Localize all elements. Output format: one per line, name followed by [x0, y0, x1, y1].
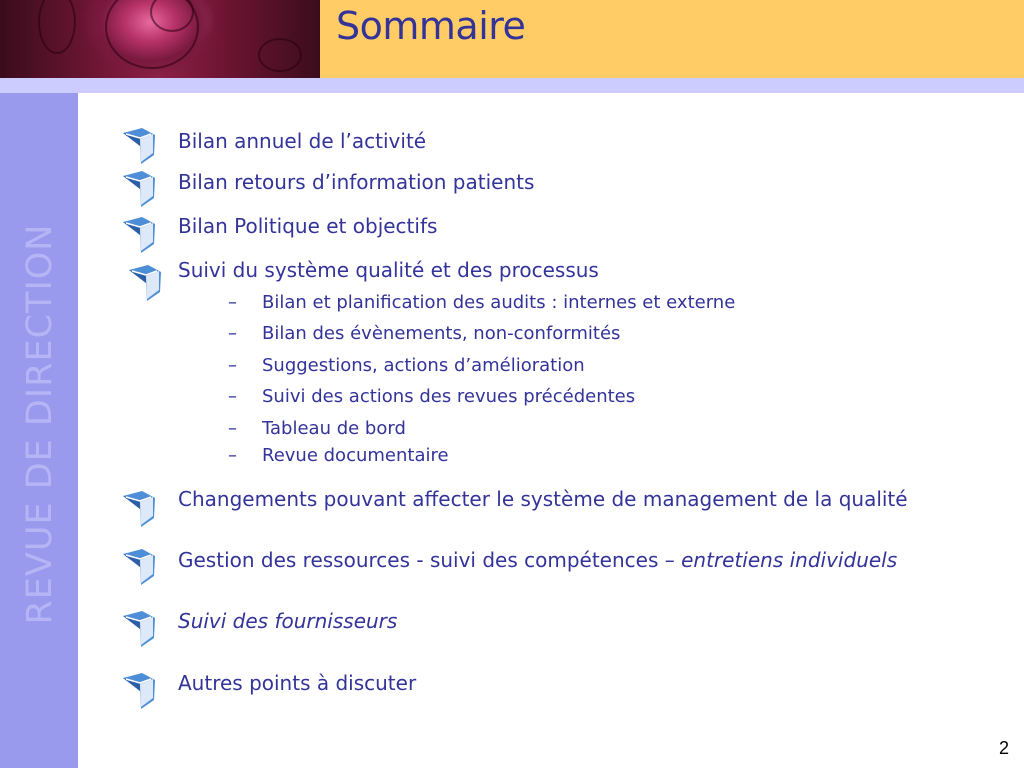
folder-bullet-icon: [126, 262, 164, 304]
agenda-sub-item: Suggestions, actions d’amélioration: [262, 355, 585, 376]
sub-item-dash: –: [228, 355, 237, 376]
agenda-sub-item: Bilan des évènements, non-conformités: [262, 323, 621, 344]
sub-item-dash: –: [228, 323, 237, 344]
agenda-item: Bilan annuel de l’activité: [178, 129, 427, 153]
folder-bullet-icon: [120, 608, 158, 650]
agenda-item: Bilan Politique et objectifs: [178, 214, 438, 238]
header-cell-image: [0, 0, 320, 78]
slide-title: Sommaire: [336, 4, 526, 48]
agenda-sub-item: Bilan et planification des audits : internes et externe: [262, 292, 736, 313]
folder-bullet-icon: [120, 546, 158, 588]
agenda-item: Gestion des ressources - suivi des compétences – entretiens individuels: [178, 548, 898, 572]
folder-bullet-icon: [120, 670, 158, 712]
folder-bullet-icon: [120, 214, 158, 256]
sub-item-dash: –: [228, 386, 237, 407]
header-divider: [0, 78, 1024, 93]
agenda-item: Changements pouvant affecter le système de management de la qualité: [178, 487, 908, 511]
agenda-item: Suivi des fournisseurs: [178, 609, 398, 633]
folder-bullet-icon: [120, 168, 158, 210]
page-number: 2: [999, 738, 1010, 758]
folder-bullet-icon: [120, 125, 158, 167]
sub-item-dash: –: [228, 445, 237, 466]
agenda-sub-item: Tableau de bord: [262, 418, 406, 439]
sub-item-dash: –: [228, 292, 237, 313]
agenda-sub-item: Revue documentaire: [262, 445, 449, 466]
sub-item-dash: –: [228, 418, 237, 439]
folder-bullet-icon: [120, 488, 158, 530]
agenda-item: Bilan retours d’information patients: [178, 170, 535, 194]
agenda-item: Autres points à discuter: [178, 671, 417, 695]
sidebar-label: REVUE DE DIRECTION: [20, 223, 60, 625]
agenda-sub-item: Suivi des actions des revues précédentes: [262, 386, 636, 407]
agenda-item: Suivi du système qualité et des processus: [178, 258, 599, 282]
